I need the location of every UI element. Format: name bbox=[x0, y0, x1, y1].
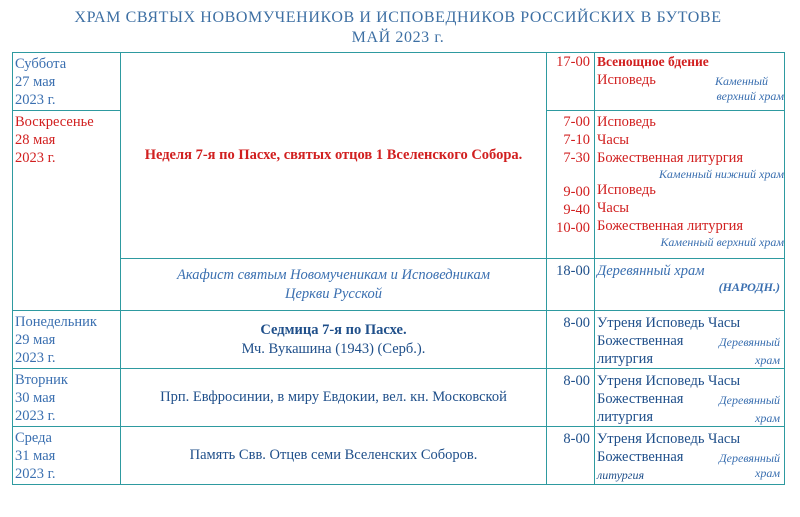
monday-line-1: Утреня Исповедь Часы bbox=[597, 315, 741, 331]
monday-day-cell bbox=[13, 311, 121, 369]
tuesday-year: 2023 г. bbox=[15, 408, 56, 424]
schedule-table bbox=[12, 52, 785, 485]
akathist-place-cell bbox=[595, 259, 785, 311]
sunday-early-time-1: 7-00 bbox=[563, 114, 590, 130]
wednesday-time: 8-00 bbox=[563, 431, 590, 447]
wednesday-day-cell bbox=[13, 427, 121, 485]
saturday-location-b: верхний храм bbox=[716, 89, 784, 103]
monday-subtitle: Мч. Вукашина (1943) (Серб.). bbox=[241, 340, 426, 357]
title-line-2: МАЙ 2023 г. bbox=[351, 29, 445, 46]
monday-row bbox=[13, 311, 785, 369]
wednesday-weekday: Среда bbox=[15, 430, 52, 446]
tuesday-line-3b: храм bbox=[755, 411, 780, 425]
saturday-services-cell bbox=[595, 53, 785, 111]
wednesday-services-cell bbox=[595, 427, 785, 485]
sunday-late-location: Каменный верхний храм bbox=[660, 235, 784, 249]
wednesday-year: 2023 г. bbox=[15, 466, 56, 482]
tuesday-time-cell bbox=[547, 369, 595, 427]
saturday-time-1: 17-00 bbox=[556, 54, 590, 70]
monday-desc-cell bbox=[121, 311, 547, 369]
tuesday-desc-cell bbox=[121, 369, 547, 427]
sunday-weekday: Воскресенье bbox=[15, 114, 94, 130]
sunday-early-service-1: Исповедь bbox=[597, 114, 656, 130]
sunday-akathist-row bbox=[13, 259, 785, 311]
wednesday-date: 31 мая bbox=[15, 448, 56, 464]
saturday-location-a: Каменный bbox=[715, 74, 768, 88]
tuesday-title: Прп. Евфросинии, в миру Евдокии, вел. кн. Московской bbox=[160, 389, 507, 405]
saturday-row bbox=[13, 53, 785, 111]
sunday-feast-cell bbox=[121, 53, 547, 259]
monday-services-cell bbox=[595, 311, 785, 369]
page-title bbox=[12, 8, 784, 48]
sunday-year: 2023 г. bbox=[15, 150, 56, 166]
wednesday-line-3b: храм bbox=[755, 466, 780, 480]
sunday-late-service-1: Исповедь bbox=[597, 182, 656, 198]
monday-line-2b: Деревянный bbox=[719, 335, 780, 349]
tuesday-line-3a: литургия bbox=[597, 409, 654, 425]
saturday-date: 27 мая bbox=[15, 74, 56, 90]
saturday-day-cell bbox=[13, 53, 121, 111]
sunday-early-time-3: 7-30 bbox=[563, 150, 590, 166]
sunday-early-time-2: 7-10 bbox=[563, 132, 590, 148]
tuesday-line-1: Утреня Исповедь Часы bbox=[597, 373, 741, 389]
saturday-times-cell bbox=[547, 53, 595, 111]
sunday-late-service-3: Божественная литургия bbox=[597, 218, 744, 234]
monday-line-3a: литургия bbox=[597, 351, 654, 367]
saturday-service-2: Исповедь bbox=[597, 72, 656, 88]
monday-date: 29 мая bbox=[15, 332, 56, 348]
akathist-time-cell bbox=[547, 259, 595, 311]
monday-time-cell bbox=[547, 311, 595, 369]
sunday-date: 28 мая bbox=[15, 132, 56, 148]
sunday-late-time-1: 9-00 bbox=[563, 184, 590, 200]
saturday-year: 2023 г. bbox=[15, 92, 56, 108]
akathist-place: Деревянный храм bbox=[597, 263, 705, 279]
wednesday-time-cell bbox=[547, 427, 595, 485]
wednesday-line-3a: литургия bbox=[597, 468, 645, 482]
sunday-feast-title: Неделя 7-я по Пасхе, святых отцов 1 Вселенского Собора. bbox=[144, 147, 523, 163]
sunday-late-time-3: 10-00 bbox=[556, 220, 590, 236]
wednesday-line-1: Утреня Исповедь Часы bbox=[597, 431, 741, 447]
akathist-line-2: Церкви Русской bbox=[284, 285, 382, 302]
akathist-time: 18-00 bbox=[556, 263, 590, 279]
wednesday-line-2b: Деревянный bbox=[719, 451, 780, 465]
tuesday-date: 30 мая bbox=[15, 390, 56, 406]
akathist-line-1: Акафист святым Новомученикам и Исповедникам bbox=[177, 266, 490, 283]
tuesday-time: 8-00 bbox=[563, 373, 590, 389]
saturday-weekday: Суббота bbox=[15, 56, 67, 72]
sunday-services-cell bbox=[595, 111, 785, 259]
wednesday-line-2a: Божественная bbox=[597, 449, 684, 465]
title-line-1: ХРАМ СВЯТЫХ НОВОМУЧЕНИКОВ И ИСПОВЕДНИКОВ РОССИЙСКИХ В БУТОВЕ bbox=[74, 9, 722, 26]
wednesday-title: Память Свв. Отцев семи Вселенских Соборов. bbox=[189, 447, 478, 463]
wednesday-row bbox=[13, 427, 785, 485]
tuesday-services-cell bbox=[595, 369, 785, 427]
monday-title: Седмица 7-я по Пасхе. bbox=[260, 321, 407, 338]
sunday-early-service-2: Часы bbox=[597, 132, 630, 148]
sunday-early-service-3: Божественная литургия bbox=[597, 150, 744, 166]
akathist-note: (НАРОДН.) bbox=[718, 280, 780, 294]
tuesday-weekday: Вторник bbox=[15, 372, 68, 388]
sunday-early-location: Каменный нижний храм bbox=[658, 167, 784, 181]
tuesday-line-2b: Деревянный bbox=[719, 393, 780, 407]
akathist-cell bbox=[121, 259, 547, 311]
sunday-day-cell bbox=[13, 111, 121, 311]
tuesday-day-cell bbox=[13, 369, 121, 427]
monday-line-2a: Божественная bbox=[597, 333, 684, 349]
tuesday-row bbox=[13, 369, 785, 427]
monday-line-3b: храм bbox=[755, 353, 780, 367]
monday-year: 2023 г. bbox=[15, 350, 56, 366]
sunday-late-time-2: 9-40 bbox=[563, 202, 590, 218]
monday-weekday: Понедельник bbox=[15, 314, 97, 330]
saturday-service-1: Всенощное бдение bbox=[597, 54, 709, 69]
monday-time: 8-00 bbox=[563, 315, 590, 331]
wednesday-desc-cell bbox=[121, 427, 547, 485]
sunday-late-service-2: Часы bbox=[597, 200, 630, 216]
tuesday-line-2a: Божественная bbox=[597, 391, 684, 407]
sunday-times-cell bbox=[547, 111, 595, 259]
